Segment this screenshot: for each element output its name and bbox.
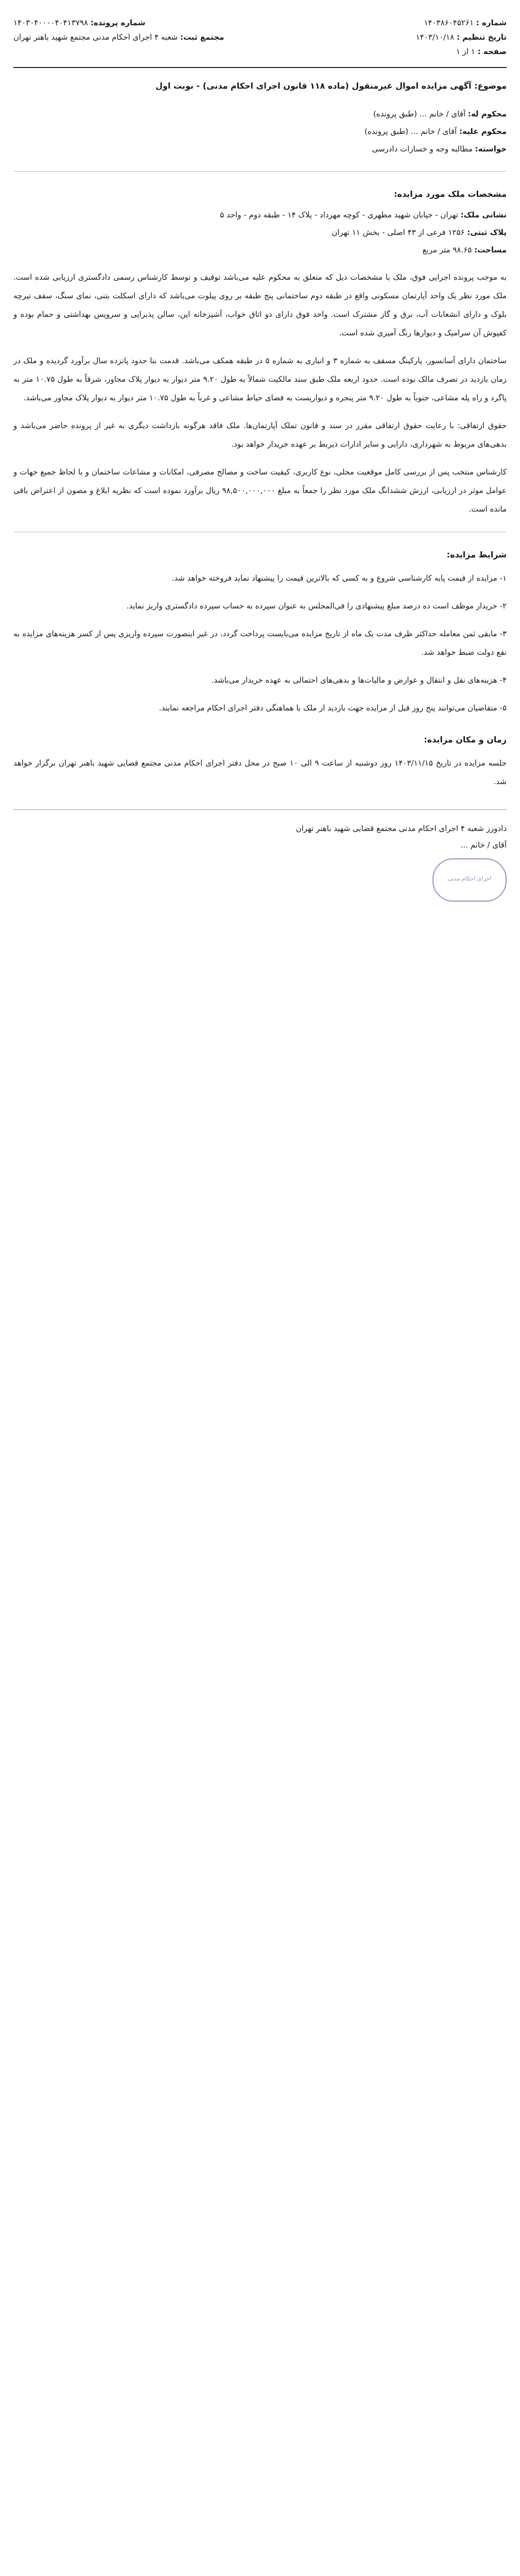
- plaintiff-line: [13, 105, 507, 123]
- claim-line: [13, 140, 507, 158]
- address-value: تهران - خیابان شهید مطهری - کوچه مهرداد - پلاک ۱۴ - طبقه دوم - واحد ۵: [220, 210, 458, 219]
- document-subject: موضوع: آگهی مزایده اموال غیرمنقول (ماده ۱۱۸ قانون اجرای احکام مدنی) - نوبت اول: [155, 81, 507, 91]
- address-line: [13, 206, 507, 224]
- divider: [13, 171, 507, 172]
- auction-item-5: ۵- متقاضیان می‌توانند پنج روز قبل از مزایده جهت بازدید از ملک با هماهنگی دفتر اجرای احکام مراجعه نمایند.: [159, 703, 507, 713]
- issuer-signature: دادورز شعبه ۴ اجرای احکام مدنی مجتمع قضایی شهید باهنر تهران: [296, 824, 507, 833]
- claim-value: مطالبه وجه و خسارات دادرسی: [372, 144, 473, 154]
- defendant-value: آقای / خانم ... (طبق پرونده): [365, 127, 457, 136]
- property-block: [13, 206, 507, 259]
- plate-value: ۱۲۵۶ فرعی از ۴۳ اصلی - بخش ۱۱ تهران: [332, 228, 465, 237]
- auction-title: شرایط مزایده:: [446, 550, 507, 560]
- page-label: صفحه :: [477, 47, 507, 56]
- address-label: نشانی ملک:: [460, 210, 507, 219]
- file-value: ۱۴۰۳۰۴۰۰۰۰۴۰۴۱۳۷۹۸: [13, 18, 89, 27]
- area-label: مساحت:: [474, 245, 507, 255]
- auction-item-2: ۲- خریدار موظف است ده درصد مبلغ پیشنهادی را فی‌المجلس به عنوان سپرده به حساب سپرده دادگستری واریز نماید.: [126, 601, 507, 611]
- signer-name: آقای / خانم ...: [460, 840, 507, 850]
- issuer-value: ۱۴۰۳۸۶۰۴۵۲۶۱: [424, 18, 474, 27]
- header-left: [13, 15, 224, 44]
- date-label: تاریخ تنظیم :: [456, 32, 507, 42]
- plaintiff-label: محکوم له:: [467, 109, 507, 118]
- plaintiff-value: آقای / خانم ... (طبق پرونده): [373, 109, 466, 118]
- date-value: ۱۴۰۳/۱۰/۱۸: [415, 32, 455, 42]
- auction-item-3: ۳- مابقی ثمن معامله حداکثر ظرف مدت یک ماه از تاریخ مزایده می‌بایست پرداخت گردد، در غیر اینصورت سپرده واریزی پس از کسر هزینه‌های مزایده به نفع دولت ضبط خواهد شد.: [13, 629, 507, 657]
- body-paragraph-4: کارشناس منتخب پس از بررسی کامل موقعیت محلی، نوع کاربری، کیفیت ساخت و مصالح مصرفی، امکانات و مشاعات ساختمان و با لحاظ جمیع جهات و عوامل موثر در ارزیابی، ارزش ششدانگ ملک مورد نظر را جمعاً به مبلغ ۹۸,۵۰۰,۰۰۰,۰۰۰ ریال برآورد نموده است که نظریه ابلاغ و مصون از اعتراض باقی مانده است.: [13, 467, 507, 514]
- issuer-label: شماره :: [476, 18, 507, 27]
- claim-label: خواسته:: [475, 144, 507, 154]
- defendant-label: محکوم علیه:: [459, 127, 507, 136]
- session-text: جلسه مزایده در تاریخ ۱۴۰۳/۱۱/۱۵ روز دوشنبه از ساعت ۹ الی ۱۰ صبح در محل دفتر اجرای احکام مدنی مجتمع قضایی شهید باهنر تهران برگزار خواهد شد.: [13, 758, 507, 786]
- unit-value: شعبه ۴ اجرای احکام مدنی مجتمع شهید باهنر تهران: [13, 32, 178, 42]
- session-title: زمان و مکان مزایده:: [424, 735, 507, 744]
- plate-line: [13, 224, 507, 241]
- signature-area: [13, 809, 507, 902]
- plate-label: پلاک ثبتی:: [467, 228, 507, 237]
- parties-block: [13, 105, 507, 158]
- file-label: شماره پرونده:: [90, 18, 146, 27]
- area-line: [13, 241, 507, 259]
- unit-label: مجتمع ثبت:: [180, 32, 224, 42]
- defendant-line: [13, 123, 507, 140]
- property-title: مشخصات ملک مورد مزایده:: [394, 189, 507, 199]
- page-value: ۱ از ۱: [456, 47, 475, 56]
- official-stamp: [432, 858, 507, 902]
- header-right: [416, 15, 507, 59]
- auction-item-1: ۱- مزایده از قیمت پایه کارشناسی شروع و به کسی که بالاترین قیمت را پیشنهاد نماید فروخته خواهد شد.: [171, 573, 507, 583]
- auction-item-4: ۴- هزینه‌های نقل و انتقال و عوارض و مالیات‌ها و بدهی‌های احتمالی به عهده خریدار می‌باشد.: [211, 675, 507, 685]
- stamp-text: اجرای احکام مدنی: [447, 875, 492, 882]
- body-paragraph-1: به موجب پرونده اجرایی فوق، ملک با مشخصات ذیل که متعلق به محکوم علیه می‌باشد توقیف و توسط کارشناس رسمی دادگستری ارزیابی شده است. ملک مورد نظر یک واحد آپارتمان مسکونی واقع در طبقه دوم ساختمانی پنج طبقه بر روی پیلوت می‌باشد که دارای اسکلت بتنی، نمای سنگ، سقف تیرچه بلوک و دارای انشعابات آب، برق و گاز مشترک است. واحد فوق دارای دو اتاق خواب، آشپزخانه اپن، سالن پذیرایی و سرویس بهداشتی و حمام بوده و کفپوش آن سرامیک و دیوارها رنگ آمیزی شده است.: [13, 273, 507, 337]
- area-value: ۹۸.۶۵ متر مربع: [422, 245, 472, 255]
- body-paragraph-3: حقوق ارتفاقی: با رعایت حقوق ارتفاقی مقرر در سند و قانون تملک آپارتمان‌ها. ملک فاقد هرگونه بازداشت دیگری به غیر از پرونده حاضر می‌باشد و بدهی‌های مربوط به شهرداری، دارایی و سایر ادارات ذیربط بر عهده خریدار خواهد بود.: [13, 421, 507, 449]
- body-paragraph-2: ساختمان دارای آسانسور، پارکینگ مسقف به شماره ۳ و انباری به شماره ۵ در طبقه همکف می‌باشد. قدمت بنا حدود پانزده سال برآورد گردیده و ملک در زمان بازدید در تصرف مالک بوده است. حدود اربعه ملک طبق سند مالکیت شمالاً به طول ۹.۲۰ متر دیوار به دیوار پلاک مجاور، شرقاً به طول ۱۰.۷۵ متر به پاگرد و راه پله مشاعی، جنوباً به طول ۹.۲۰ متر پنجره و دیواریست به فضای حیاط مشاعی و غرباً به طول ۱۰.۷۵ متر دیوار به دیوار پلاک مجاور می‌باشد.: [13, 356, 507, 402]
- document-header: [13, 15, 507, 68]
